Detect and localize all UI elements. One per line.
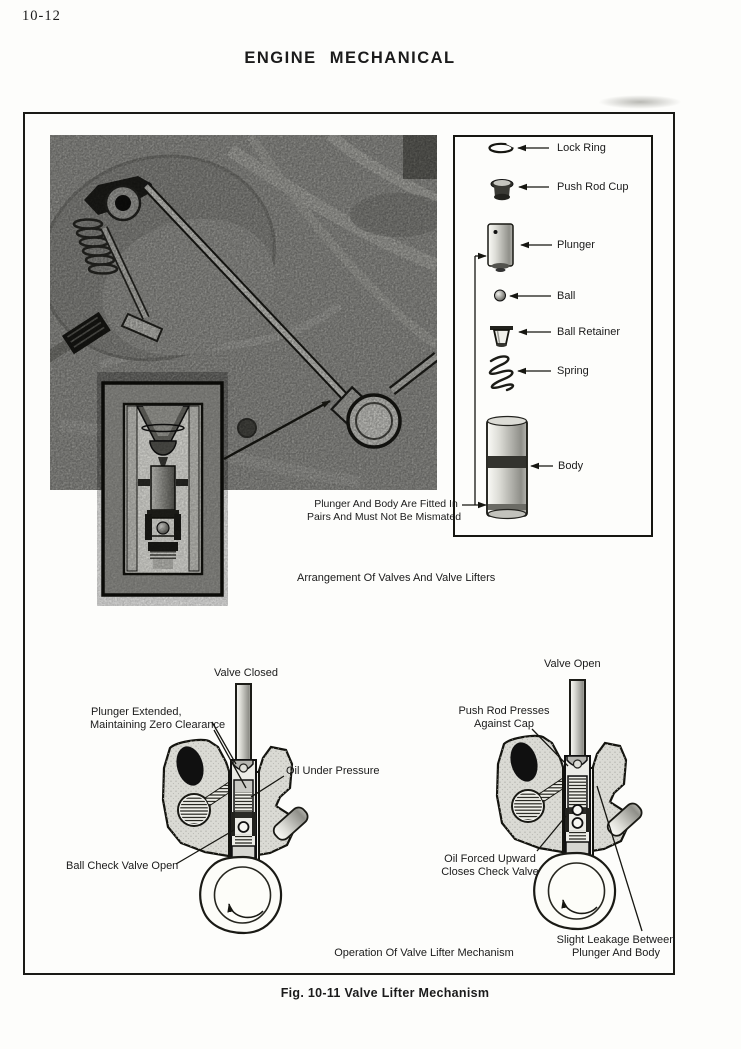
pairing-note-line1: Plunger And Body Are Fitted In	[314, 498, 458, 510]
photo-illustration	[15, 126, 446, 490]
label-push-rod-presses-line2: Against Cap	[474, 718, 534, 730]
label-body: Body	[558, 460, 584, 472]
label-oil-forced-line1: Oil Forced Upward	[444, 853, 536, 865]
label-push-rod-presses-line1: Push Rod Presses	[458, 705, 550, 717]
valve-closed-title: Valve Closed	[214, 667, 278, 679]
label-slight-leakage-line1: Slight Leakage Between	[556, 934, 676, 946]
label-push-rod-cup: Push Rod Cup	[557, 181, 629, 193]
label-plunger-extended-line1: Plunger Extended,	[91, 706, 182, 718]
label-spring: Spring	[557, 365, 589, 377]
label-oil-forced-line2: Closes Check Valve	[441, 866, 539, 878]
label-oil-under-pressure: Oil Under Pressure	[286, 765, 380, 777]
label-lock-ring: Lock Ring	[557, 142, 606, 154]
ball-retainer-part	[490, 326, 513, 347]
figure-caption: Fig. 10-11 Valve Lifter Mechanism	[280, 986, 490, 1000]
caption-operation: Operation Of Valve Lifter Mechanism	[334, 947, 514, 959]
label-plunger-extended-line2: Maintaining Zero Clearance	[90, 719, 226, 731]
caption-arrangement: Arrangement Of Valves And Valve Lifters	[297, 572, 496, 584]
section-title: ENGINE MECHANICAL	[244, 49, 456, 67]
label-ball: Ball	[557, 290, 576, 302]
ball-part	[495, 290, 506, 301]
body-part	[487, 417, 527, 519]
label-slight-leakage-line2: Plunger And Body	[571, 947, 661, 959]
lifter-inset	[103, 383, 222, 595]
pairing-note-line2: Pairs And Must Not Be Mismated	[306, 511, 462, 523]
valve-open-title: Valve Open	[544, 658, 601, 670]
label-ball-check-valve-open: Ball Check Valve Open	[66, 860, 179, 872]
spring-part	[490, 356, 513, 390]
oil-column-overlay	[569, 777, 586, 808]
page-number: 10-12	[22, 8, 61, 24]
label-ball-retainer: Ball Retainer	[557, 326, 620, 338]
push-rod-cup-part	[491, 180, 513, 201]
plunger-part	[488, 224, 513, 272]
label-plunger: Plunger	[557, 239, 595, 251]
parts-diagram-graphics	[462, 143, 553, 519]
